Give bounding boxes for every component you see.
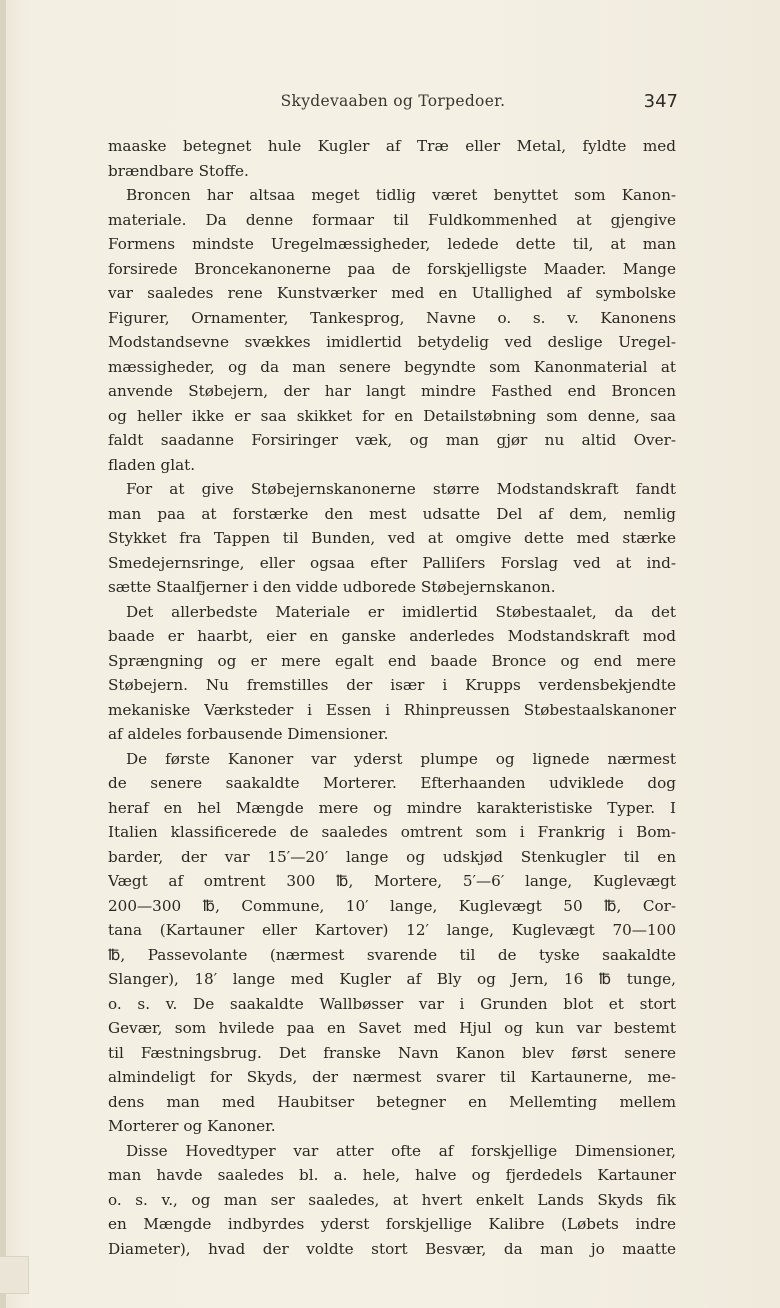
text-line: 200—300 ℔, Commune, 10′ lange, Kuglevægt 50 ℔, Cor- — [108, 896, 676, 915]
text-line: Modstandsevne svækkes imidlertid betydelig ved deslige Uregel- — [108, 333, 676, 351]
page-margin-tab — [0, 1256, 29, 1294]
text-line: dens man med Haubitser betegner en Mellemting mellem — [108, 1092, 676, 1111]
text-line: Disse Hovedtyper var atter ofte af forskjellige Dimensioner, — [126, 1141, 676, 1160]
text-line: sætte Staalfjerner i den vidde udborede Støbejernskanon. — [108, 578, 556, 596]
text-line: Formens mindste Uregelmæssigheder, ledede dette til, at man — [108, 235, 676, 253]
text-line: Slanger), 18′ lange med Kugler af Bly og Jern, 16 ℔ tunge, — [108, 970, 676, 988]
text-line: o. s. v., og man ser saaledes, at hvert enkelt Lands Skyds fik — [108, 1190, 676, 1209]
text-line: man havde saaledes bl. a. hele, halve og fjerdedels Kartauner — [108, 1166, 676, 1184]
text-line: og heller ikke er saa skikket for en Detailstøbning som denne, saa — [108, 406, 676, 425]
text-line: anvende Støbejern, der har langt mindre Fasthed end Broncen — [108, 382, 676, 400]
text-line: De første Kanoner var yderst plumpe og lignede nærmest — [126, 749, 676, 768]
page-number: 347 — [643, 91, 678, 112]
text-line: Morterer og Kanoner. — [108, 1117, 276, 1135]
text-line: almindeligt for Skyds, der nærmest svarer til Kartaunerne, me- — [108, 1068, 676, 1086]
text-line: o. s. v. De saakaldte Wallbøsser var i Grunden blot et stort — [108, 994, 676, 1013]
text-line: Diameter), hvad der voldte stort Besvær, da man jo maatte — [108, 1239, 676, 1258]
text-line: brændbare Stoffe. — [108, 161, 249, 180]
body-text — [108, 134, 676, 1261]
text-line: til Fæstningsbrug. Det franske Navn Kanon blev først senere — [108, 1043, 676, 1062]
text-line: forsirede Broncekanonerne paa de forskjelligste Maader. Mange — [108, 259, 676, 278]
text-line: mæssigheder, og da man senere begyndte som Kanonmaterial at — [108, 357, 676, 376]
text-line: Sprængning og er mere egalt end baade Bronce og end mere — [108, 651, 676, 670]
text-line: ℔, Passevolante (nærmest svarende til de tyske saakaldte — [108, 945, 676, 964]
text-line: For at give Støbejernskanonerne større Modstandskraft fandt — [126, 480, 676, 498]
text-line: Figurer, Ornamenter, Tankesprog, Navne o. s. v. Kanonens — [108, 308, 676, 327]
text-line: maaske betegnet hule Kugler af Træ eller Metal, fyldte med — [108, 137, 676, 155]
text-line: Gevær, som hvilede paa en Savet med Hjul og kun var bestemt — [108, 1019, 676, 1037]
text-line: materiale. Da denne formaar til Fuldkommenhed at gjengive — [108, 210, 676, 229]
running-head: Skydevaaben og Torpedoer. — [280, 92, 506, 110]
text-line: Smedejernsringe, eller ogsaa efter Palliſers Forslag ved at ind- — [108, 553, 676, 572]
text-line: Broncen har altsaa meget tidlig været benyttet som Kanon- — [126, 186, 676, 204]
text-line: tana (Kartauner eller Kartover) 12′ lange, Kuglevægt 70—100 — [108, 921, 676, 939]
text-line: Støbejern. Nu fremstilles der især i Krupps verdensbekjendte — [108, 676, 676, 694]
text-line: Italien klassificerede de saaledes omtrent som i Frankrig i Bom- — [108, 823, 676, 841]
text-line: de senere saakaldte Morterer. Efterhaanden udviklede dog — [108, 774, 676, 792]
text-line: fladen glat. — [108, 455, 196, 474]
text-line: af aldeles forbausende Dimensioner. — [108, 725, 389, 743]
text-line: Det allerbedste Materiale er imidlertid Støbestaalet, da det — [126, 602, 676, 621]
text-line: mekaniske Værksteder i Essen i Rhinpreussen Støbestaalskanoner — [108, 700, 676, 719]
text-line: baade er haarbt, eier en ganske anderledes Modstandskraft mod — [108, 627, 676, 645]
page-header — [108, 92, 678, 118]
text-line: Vægt af omtrent 300 ℔, Mortere, 5′—6′ lange, Kuglevægt — [108, 872, 676, 890]
text-line: barder, der var 15′—20′ lange og udskjød Stenkugler til en — [108, 847, 676, 866]
text-line: faldt saadanne Forsiringer væk, og man gjør nu altid Over- — [108, 431, 676, 449]
text-line: heraf en hel Mængde mere og mindre karakteristiske Typer. I — [108, 798, 676, 817]
text-line: Stykket fra Tappen til Bunden, ved at omgive dette med stærke — [108, 529, 676, 547]
text-line: var saaledes rene Kunstværker med en Utallighed af symbolske — [108, 284, 676, 302]
text-line: en Mængde indbyrdes yderst forskjellige Kalibre (Løbets indre — [108, 1215, 676, 1233]
text-line: man paa at forstærke den mest udsatte Del af dem, nemlig — [108, 504, 676, 523]
page-edge — [0, 0, 6, 1308]
